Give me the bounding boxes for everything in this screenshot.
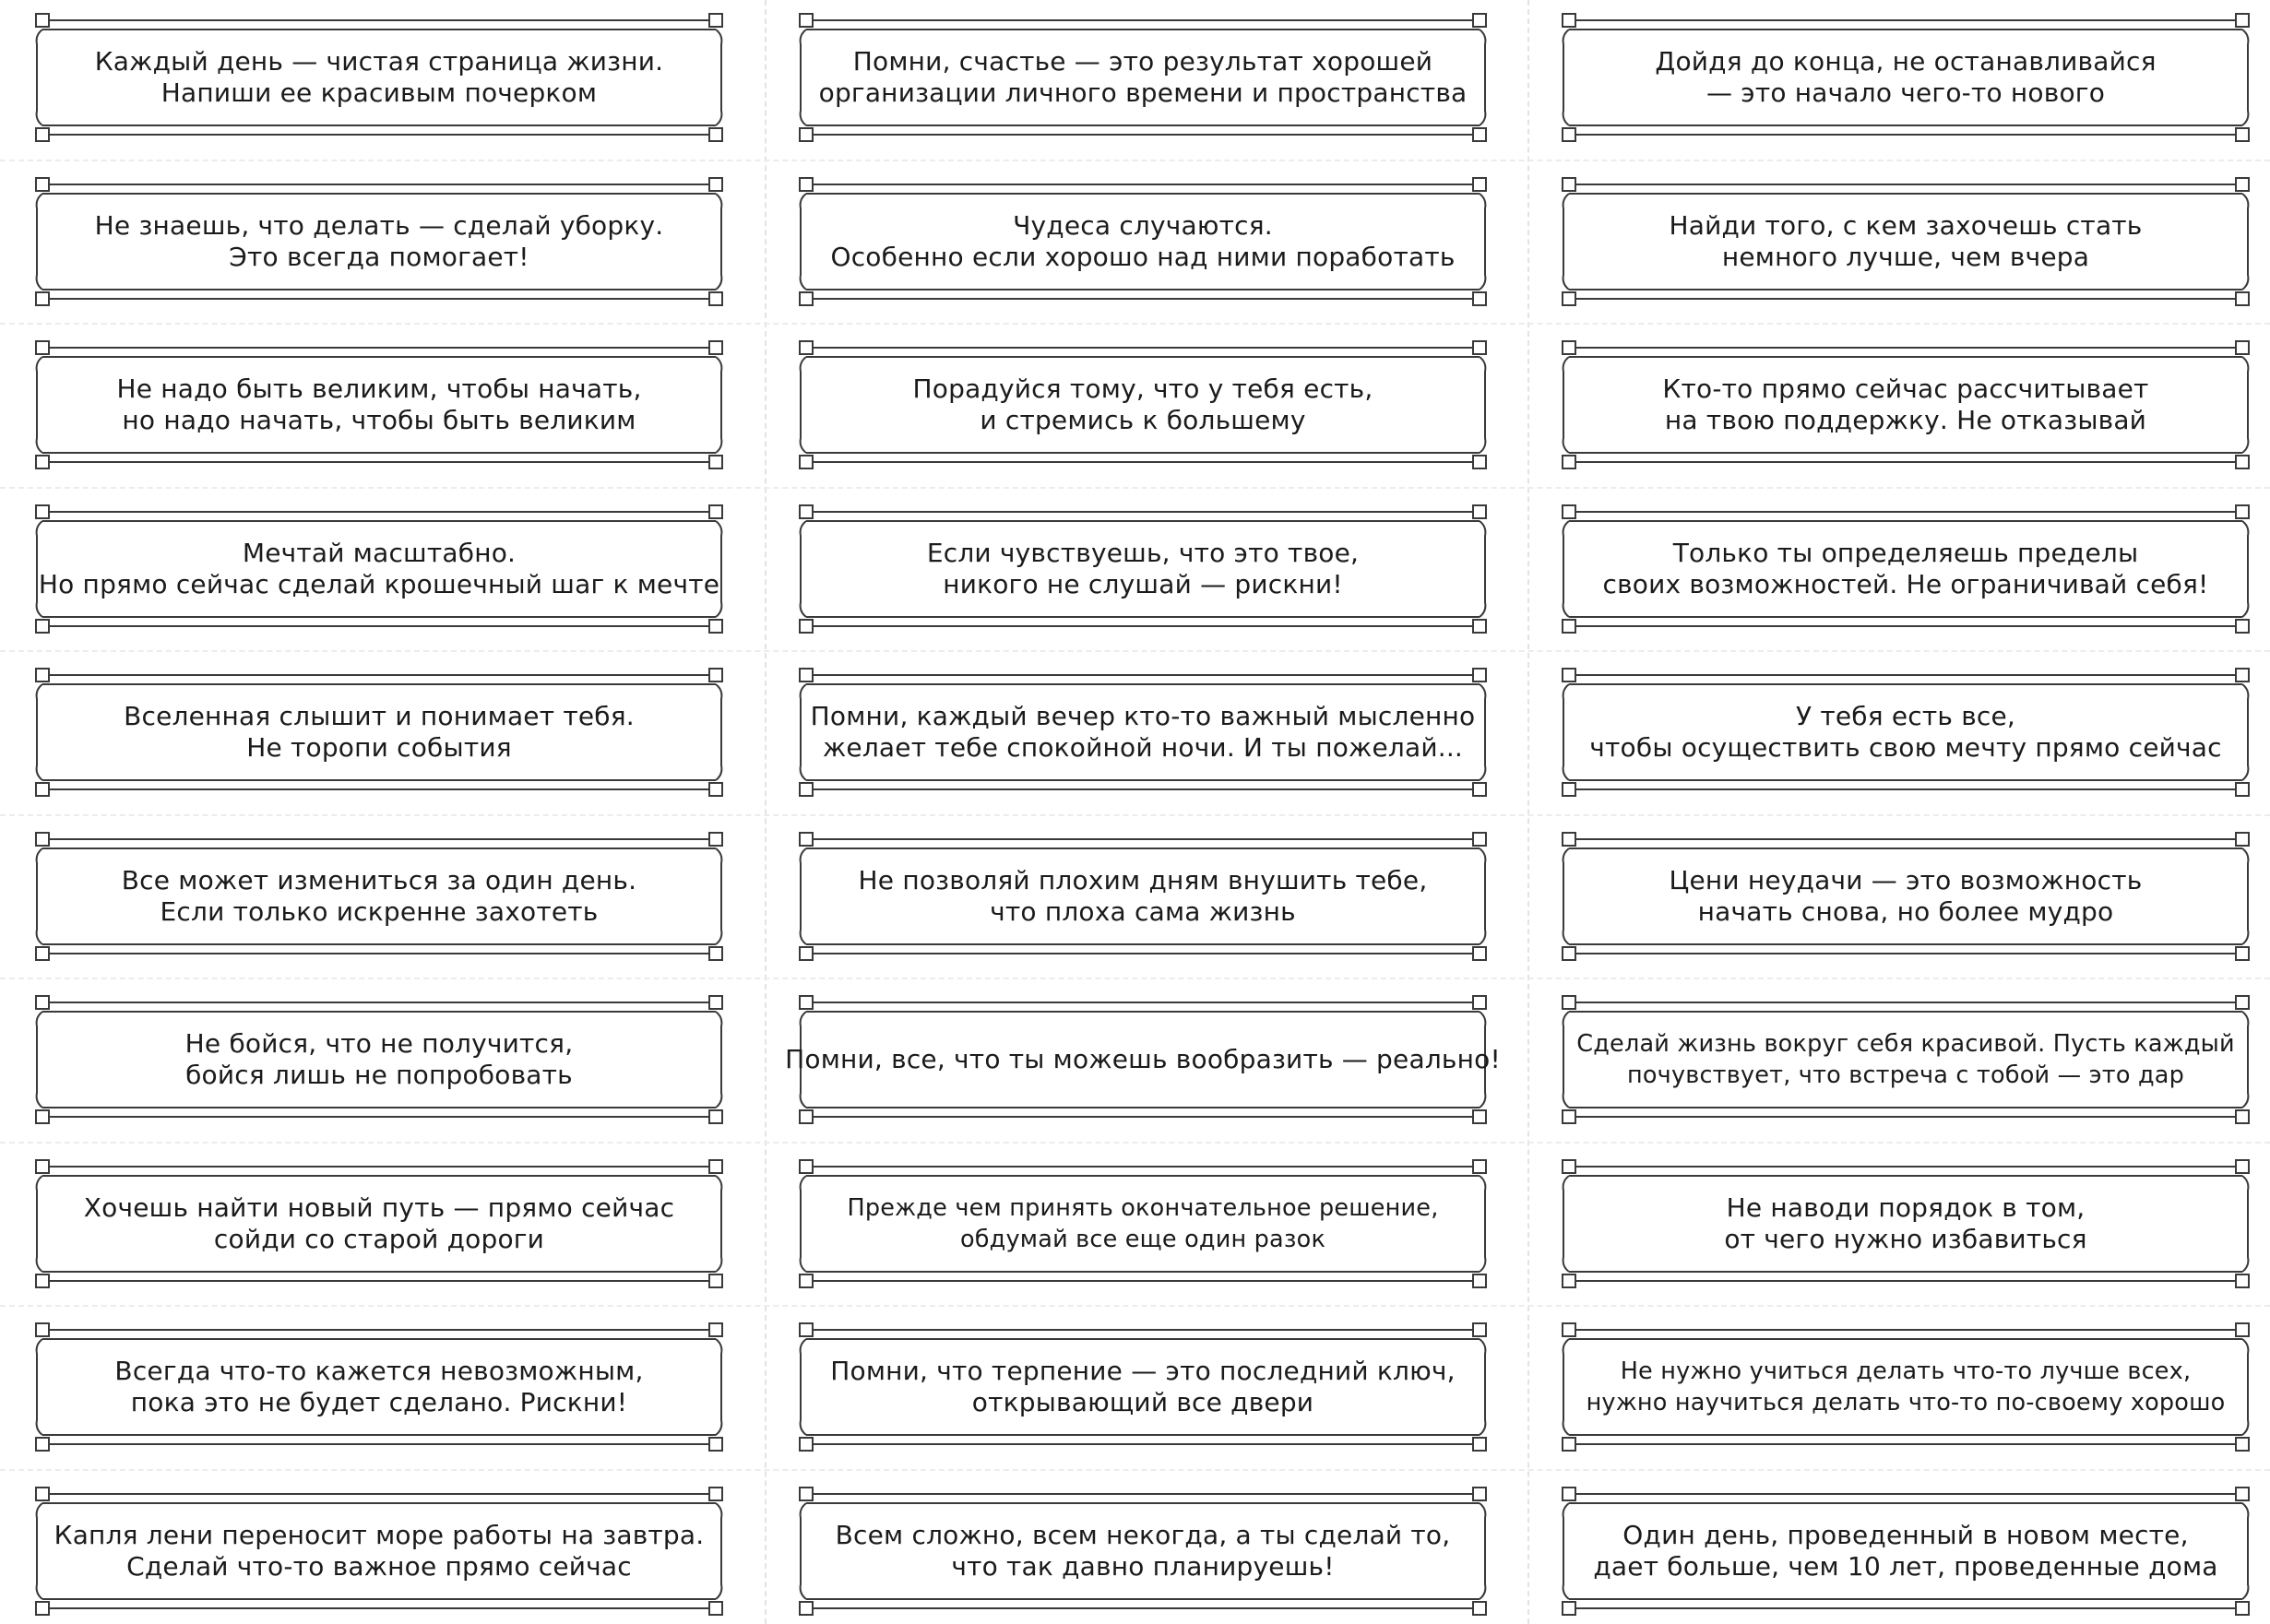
corner-square-icon	[800, 292, 813, 305]
quote-line: Не позволяй плохим дням внушить тебе,	[858, 865, 1428, 895]
corner-square-icon	[709, 620, 722, 633]
quote-line: Только ты определяешь пределы	[1672, 538, 2139, 568]
quote-line: Если только искренне захотеть	[160, 896, 599, 927]
corner-square-icon	[1473, 128, 1486, 141]
quote-line: чтобы осуществить свою мечту прямо сейчас	[1589, 732, 2222, 763]
quote-line: Прежде чем принять окончательное решение,	[847, 1194, 1439, 1222]
quote-label	[799, 504, 1487, 634]
quote-line: Помни, что терпение — это последний ключ,	[830, 1356, 1456, 1386]
quote-line: Один день, проведенный в новом месте,	[1622, 1520, 2189, 1550]
quote-label	[35, 504, 723, 634]
corner-square-icon	[36, 505, 49, 518]
corner-square-icon	[1563, 1274, 1575, 1287]
corner-square-icon	[800, 1110, 813, 1123]
quote-label	[799, 832, 1487, 961]
corner-square-icon	[36, 14, 49, 27]
corner-square-icon	[2236, 1602, 2249, 1615]
corner-square-icon	[1473, 456, 1486, 468]
corner-square-icon	[800, 1488, 813, 1500]
corner-square-icon	[1473, 996, 1486, 1009]
corner-square-icon	[1563, 1602, 1575, 1615]
corner-square-icon	[800, 178, 813, 191]
quote-label	[35, 177, 723, 306]
corner-square-icon	[1563, 833, 1575, 846]
row-cut-line	[0, 978, 2270, 979]
quote-text	[1593, 1507, 2218, 1595]
corner-square-icon	[709, 833, 722, 846]
corner-square-icon	[2236, 947, 2249, 960]
corner-square-icon	[709, 178, 722, 191]
corner-square-icon	[36, 1488, 49, 1500]
quote-text	[1576, 1015, 2235, 1104]
row-cut-line	[0, 487, 2270, 489]
corner-square-icon	[36, 1274, 49, 1287]
quote-text	[72, 361, 686, 449]
quote-text	[72, 33, 686, 122]
corner-square-icon	[1473, 1274, 1486, 1287]
corner-square-icon	[2236, 783, 2249, 796]
corner-square-icon	[36, 620, 49, 633]
quote-line: Мечтай масштабно.	[242, 538, 517, 568]
quote-label	[799, 13, 1487, 142]
corner-square-icon	[1473, 783, 1486, 796]
corner-square-icon	[1563, 1110, 1575, 1123]
quote-label	[799, 1322, 1487, 1452]
corner-square-icon	[800, 1274, 813, 1287]
quote-text	[836, 361, 1450, 449]
quote-text	[836, 525, 1450, 613]
corner-square-icon	[2236, 1110, 2249, 1123]
quote-label	[1562, 995, 2250, 1124]
corner-square-icon	[709, 996, 722, 1009]
quote-label	[799, 668, 1487, 797]
corner-square-icon	[1473, 1110, 1486, 1123]
corner-square-icon	[800, 833, 813, 846]
quote-line: Сделай жизнь вокруг себя красивой. Пусть каждый	[1576, 1030, 2235, 1058]
corner-square-icon	[709, 505, 722, 518]
row-cut-line	[0, 323, 2270, 325]
quote-line: Не надо быть великим, чтобы начать,	[116, 373, 642, 404]
corner-square-icon	[800, 1160, 813, 1173]
quote-label	[1562, 1159, 2250, 1288]
quote-line: Кто-то прямо сейчас рассчитывает	[1662, 373, 2149, 404]
quote-text	[1599, 33, 2213, 122]
quote-line: Если чувствуешь, что это твое,	[926, 538, 1360, 568]
quote-text	[810, 688, 1476, 776]
corner-square-icon	[36, 833, 49, 846]
quote-label	[799, 340, 1487, 469]
corner-square-icon	[36, 996, 49, 1009]
quote-text	[72, 1015, 686, 1104]
quote-label	[35, 1322, 723, 1452]
quote-label	[1562, 1487, 2250, 1616]
corner-square-icon	[709, 1602, 722, 1615]
corner-square-icon	[36, 1438, 49, 1451]
quote-line: Напиши ее красивым почерком	[160, 77, 598, 108]
corner-square-icon	[1473, 14, 1486, 27]
corner-square-icon	[1563, 505, 1575, 518]
corner-square-icon	[2236, 1323, 2249, 1336]
quote-line: Это всегда помогает!	[229, 242, 529, 272]
quote-line: почувствует, что встреча с тобой — это дар	[1627, 1061, 2185, 1089]
corner-square-icon	[2236, 14, 2249, 27]
quote-text	[836, 1507, 1450, 1595]
quote-label	[1562, 832, 2250, 961]
corner-square-icon	[1473, 178, 1486, 191]
corner-square-icon	[1563, 456, 1575, 468]
corner-square-icon	[1473, 505, 1486, 518]
quote-label	[35, 340, 723, 469]
quote-line: что плоха сама жизнь	[990, 896, 1296, 927]
corner-square-icon	[800, 341, 813, 354]
corner-square-icon	[36, 1160, 49, 1173]
corner-square-icon	[36, 1602, 49, 1615]
corner-square-icon	[709, 341, 722, 354]
quote-line: нужно научиться делать что-то по-своему хорошо	[1586, 1389, 2226, 1417]
quote-text	[72, 688, 686, 776]
quote-line: открывающий все двери	[971, 1387, 1314, 1417]
quote-line: Все может измениться за один день.	[121, 865, 637, 895]
quote-line: организации личного времени и пространства	[818, 77, 1468, 108]
quote-label	[799, 1159, 1487, 1288]
corner-square-icon	[800, 783, 813, 796]
quote-line: У тебя есть все,	[1795, 701, 2016, 731]
quote-text	[72, 1343, 686, 1431]
corner-square-icon	[2236, 1488, 2249, 1500]
quote-line: Но прямо сейчас сделай крошечный шаг к мечте	[38, 569, 720, 599]
quote-text	[785, 1015, 1501, 1104]
quote-label	[35, 832, 723, 961]
corner-square-icon	[1473, 833, 1486, 846]
corner-square-icon	[2236, 505, 2249, 518]
quote-text	[72, 197, 686, 286]
row-cut-line	[0, 160, 2270, 161]
quote-text	[1599, 1179, 2213, 1268]
quote-text	[836, 1179, 1450, 1268]
quote-label	[35, 13, 723, 142]
quote-label	[1562, 177, 2250, 306]
corner-square-icon	[1473, 1488, 1486, 1500]
quote-line: бойся лишь не попробовать	[185, 1060, 573, 1090]
corner-square-icon	[1563, 669, 1575, 682]
corner-square-icon	[36, 128, 49, 141]
corner-square-icon	[2236, 1274, 2249, 1287]
quote-text	[818, 33, 1468, 122]
corner-square-icon	[709, 1323, 722, 1336]
quote-text	[72, 852, 686, 941]
corner-square-icon	[36, 1110, 49, 1123]
corner-square-icon	[2236, 456, 2249, 468]
quote-line: Помни, каждый вечер кто-то важный мысленно	[810, 701, 1476, 731]
corner-square-icon	[2236, 128, 2249, 141]
corner-square-icon	[709, 947, 722, 960]
quote-label	[35, 995, 723, 1124]
quote-label	[799, 177, 1487, 306]
quote-line: и стремись к большему	[980, 405, 1306, 435]
corner-square-icon	[1473, 341, 1486, 354]
quote-label	[35, 668, 723, 797]
corner-square-icon	[2236, 1438, 2249, 1451]
quote-label	[799, 1487, 1487, 1616]
corner-square-icon	[709, 783, 722, 796]
quote-text	[830, 197, 1456, 286]
corner-square-icon	[800, 620, 813, 633]
corner-square-icon	[800, 1602, 813, 1615]
corner-square-icon	[1473, 620, 1486, 633]
quote-text	[830, 1343, 1456, 1431]
quote-line: на твою поддержку. Не отказывай	[1664, 405, 2147, 435]
corner-square-icon	[1563, 1488, 1575, 1500]
corner-square-icon	[1473, 669, 1486, 682]
corner-square-icon	[1563, 620, 1575, 633]
quote-label	[1562, 340, 2250, 469]
quote-line: Порадуйся тому, что у тебя есть,	[912, 373, 1373, 404]
corner-square-icon	[1563, 1323, 1575, 1336]
quote-text	[1599, 525, 2213, 613]
quote-text	[72, 1179, 686, 1268]
row-cut-line	[0, 650, 2270, 652]
quote-line: Дойдя до конца, не останавливайся	[1655, 46, 2157, 77]
quote-line: Всем сложно, всем некогда, а ты сделай то,	[835, 1520, 1451, 1550]
corner-square-icon	[1563, 178, 1575, 191]
quote-text	[53, 1507, 705, 1595]
corner-square-icon	[709, 292, 722, 305]
corner-square-icon	[800, 996, 813, 1009]
quote-line: немного лучше, чем вчера	[1721, 242, 2090, 272]
corner-square-icon	[709, 1438, 722, 1451]
corner-square-icon	[709, 456, 722, 468]
quote-line: — это начало чего-то нового	[1705, 77, 2106, 108]
corner-square-icon	[2236, 833, 2249, 846]
corner-square-icon	[36, 783, 49, 796]
quote-line: дает больше, чем 10 лет, проведенные дома	[1593, 1551, 2218, 1582]
quote-line: Не нужно учиться делать что-то лучше всех,	[1620, 1357, 2192, 1385]
quote-line: желает тебе спокойной ночи. И ты пожелай...	[822, 732, 1464, 763]
corner-square-icon	[36, 947, 49, 960]
corner-square-icon	[2236, 292, 2249, 305]
quote-line: Цени неудачи — это возможность	[1669, 865, 2143, 895]
quote-label	[1562, 668, 2250, 797]
corner-square-icon	[36, 669, 49, 682]
corner-square-icon	[709, 669, 722, 682]
quote-line: Капля лени переносит море работы на завтра.	[53, 1520, 705, 1550]
quote-line: от чего нужно избавиться	[1724, 1224, 2087, 1254]
row-cut-line	[0, 1305, 2270, 1307]
quote-label	[1562, 1322, 2250, 1452]
corner-square-icon	[709, 1488, 722, 1500]
corner-square-icon	[36, 1323, 49, 1336]
quote-label	[35, 1487, 723, 1616]
quote-line: Найди того, с кем захочешь стать	[1669, 210, 2143, 241]
corner-square-icon	[1563, 1438, 1575, 1451]
quote-line: Вселенная слышит и понимает тебя.	[124, 701, 635, 731]
quote-line: своих возможностей. Не ограничивай себя!	[1602, 569, 2209, 599]
quote-line: Сделай что-то важное прямо сейчас	[126, 1551, 632, 1582]
quote-text	[1599, 361, 2213, 449]
corner-square-icon	[1563, 128, 1575, 141]
corner-square-icon	[800, 947, 813, 960]
corner-square-icon	[1563, 947, 1575, 960]
corner-square-icon	[2236, 669, 2249, 682]
quote-label	[1562, 13, 2250, 142]
corner-square-icon	[709, 128, 722, 141]
corner-square-icon	[2236, 1160, 2249, 1173]
quote-line: Хочешь найти новый путь — прямо сейчас	[83, 1192, 675, 1223]
corner-square-icon	[1473, 292, 1486, 305]
corner-square-icon	[36, 178, 49, 191]
corner-square-icon	[800, 1438, 813, 1451]
quote-text	[836, 852, 1450, 941]
corner-square-icon	[36, 341, 49, 354]
quote-text	[38, 525, 720, 613]
corner-square-icon	[800, 456, 813, 468]
corner-square-icon	[800, 14, 813, 27]
corner-square-icon	[1473, 1160, 1486, 1173]
corner-square-icon	[2236, 620, 2249, 633]
corner-square-icon	[800, 1323, 813, 1336]
quote-line: Помни, счастье — это результат хорошей	[852, 46, 1433, 77]
corner-square-icon	[800, 505, 813, 518]
corner-square-icon	[1473, 1438, 1486, 1451]
quote-label	[785, 995, 1501, 1124]
quote-line: сойди со старой дороги	[213, 1224, 545, 1254]
corner-square-icon	[1473, 1323, 1486, 1336]
corner-square-icon	[800, 669, 813, 682]
quote-text	[1599, 197, 2213, 286]
quote-text	[1599, 852, 2213, 941]
quote-line: никого не слушай — рискни!	[943, 569, 1343, 599]
corner-square-icon	[2236, 341, 2249, 354]
corner-square-icon	[1563, 783, 1575, 796]
quote-line: Не торопи события	[246, 732, 512, 763]
corner-square-icon	[2236, 996, 2249, 1009]
corner-square-icon	[36, 292, 49, 305]
quote-line: Не наводи порядок в том,	[1726, 1192, 2086, 1223]
quote-line: начать снова, но более мудро	[1697, 896, 2114, 927]
corner-square-icon	[800, 128, 813, 141]
quote-line: Каждый день — чистая страница жизни.	[94, 46, 664, 77]
quote-line: Помни, все, что ты можешь вообразить — реально!	[785, 1044, 1501, 1074]
corner-square-icon	[2236, 178, 2249, 191]
quote-line: Не знаешь, что делать — сделай уборку.	[94, 210, 664, 241]
corner-square-icon	[1563, 996, 1575, 1009]
corner-square-icon	[1563, 1160, 1575, 1173]
quote-line: Особенно если хорошо над ними поработать	[830, 242, 1456, 272]
corner-square-icon	[709, 1160, 722, 1173]
corner-square-icon	[1563, 14, 1575, 27]
corner-square-icon	[36, 456, 49, 468]
corner-square-icon	[1563, 292, 1575, 305]
quote-text	[1586, 1343, 2226, 1431]
column-cut-line	[765, 0, 767, 1624]
quote-line: Чудеса случаются.	[1013, 210, 1273, 241]
quote-line: но надо начать, чтобы быть великим	[122, 405, 636, 435]
corner-square-icon	[709, 14, 722, 27]
quote-label	[1562, 504, 2250, 634]
corner-square-icon	[1563, 341, 1575, 354]
quote-line: что так давно планируешь!	[951, 1551, 1335, 1582]
quote-line: Не бойся, что не получится,	[184, 1028, 574, 1059]
row-cut-line	[0, 1142, 2270, 1144]
quote-line: Всегда что-то кажется невозможным,	[114, 1356, 644, 1386]
corner-square-icon	[709, 1110, 722, 1123]
row-cut-line	[0, 814, 2270, 816]
quote-text	[1589, 688, 2222, 776]
quote-label	[35, 1159, 723, 1288]
corner-square-icon	[1473, 947, 1486, 960]
column-cut-line	[1527, 0, 1529, 1624]
quote-line: обдумай все еще один разок	[959, 1226, 1326, 1253]
row-cut-line	[0, 1469, 2270, 1471]
quote-line: пока это не будет сделано. Рискни!	[130, 1387, 628, 1417]
corner-square-icon	[709, 1274, 722, 1287]
corner-square-icon	[1473, 1602, 1486, 1615]
